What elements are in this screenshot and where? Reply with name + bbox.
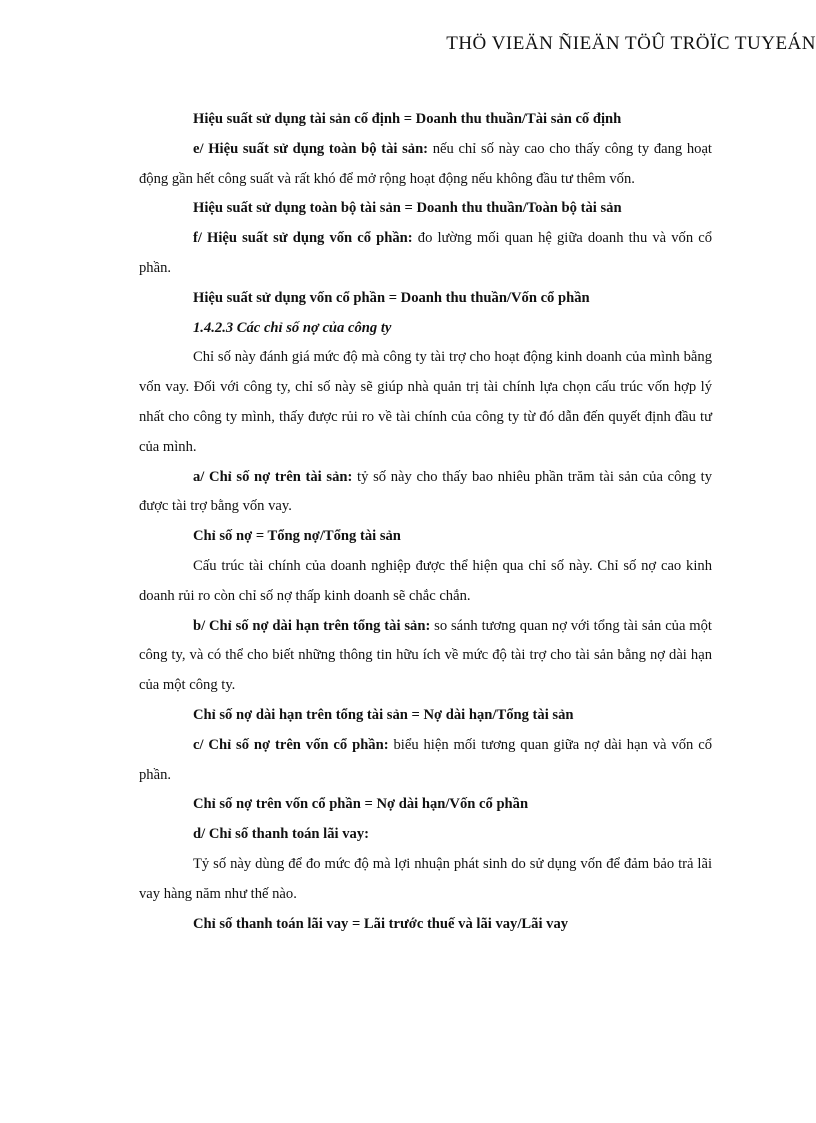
term-debt-to-assets: a/ Chỉ số nợ trên tài sản: — [193, 468, 353, 485]
definition-text: tỷ số này cho thấy bao nhiêu phần trăm tài sản của công ty được tài trợ bằng vốn vay. — [139, 468, 712, 515]
paragraph-interest-coverage: Tỷ số này dùng để đo mức độ mà lợi nhuận phát sinh do sử dụng vốn để đảm bảo trả lãi vay hàng năm như thế nào. — [139, 855, 712, 902]
formula-equity-turnover: Hiệu suất sử dụng vốn cổ phần = Doanh thu thuần/Vốn cổ phần — [193, 289, 590, 306]
paragraph-equity-turnover — [139, 224, 712, 284]
paragraph-debt-to-equity — [139, 731, 712, 791]
term-long-term-debt-to-assets: b/ Chỉ số nợ dài hạn trên tổng tài sản: — [193, 617, 431, 634]
formula-long-term-debt-to-assets: Chỉ số nợ dài hạn trên tổng tài sản = Nợ dài hạn/Tổng tài sản — [193, 706, 574, 723]
definition-text: nếu chỉ số này cao cho thấy công ty đang hoạt động gần hết công suất và rất khó để mở rộng hoạt động nếu không đầu tư thêm vốn. — [139, 140, 712, 187]
formula-debt-to-equity: Chỉ số nợ trên vốn cổ phần = Nợ dài hạn/Vốn cổ phần — [193, 796, 529, 813]
section-heading: 1.4.2.3 Các chỉ số nợ của công ty — [193, 319, 392, 336]
page-header: THÖ VIEÄN ÑIEÄN TÖÛ TRÖÏC TUYEÁN — [446, 33, 816, 54]
paragraph-debt-to-assets — [139, 463, 712, 523]
definition-text: đo lường mối quan hệ giữa doanh thu và vốn cổ phần. — [139, 230, 713, 276]
document-body — [139, 105, 712, 939]
formula-total-asset-turnover: Hiệu suất sử dụng toàn bộ tài sản = Doanh thu thuần/Toàn bộ tài sản — [193, 200, 622, 217]
definition-text: biểu hiện mối tương quan giữa nợ dài hạn và vốn cổ phần. — [139, 736, 712, 783]
formula-fixed-asset-turnover: Hiệu suất sử dụng tài sản cố định = Doanh thu thuần/Tài sản cố định — [193, 111, 622, 127]
term-total-asset-turnover: e/ Hiệu suất sử dụng toàn bộ tài sản: — [193, 140, 429, 157]
paragraph-total-asset-turnover — [139, 135, 712, 195]
definition-text: so sánh tương quan nợ với tổng tài sản của một công ty, và có thể cho biết những thông tin hữu ích về mức độ tài trợ cho tài sản bằng nợ dài hạn của một công ty. — [139, 617, 712, 694]
paragraph-financial-structure: Cấu trúc tài chính của doanh nghiệp được thể hiện qua chỉ số này. Chỉ số nợ cao kinh doanh rủi ro còn chỉ số nợ thấp kinh doanh sẽ chắc chắn. — [139, 557, 712, 604]
paragraph-debt-ratios-intro: Chỉ số này đánh giá mức độ mà công ty tài trợ cho hoạt động kinh doanh của mình bằng vốn vay. Đối với công ty, chỉ số này sẽ giúp nhà quản trị tài chính lựa chọn cấu trúc vốn hợp lý nhất cho công ty mình, thấy được rủi ro về tài chính của công ty từ đó dẫn đến quyết định đầu tư của mình. — [139, 349, 712, 455]
formula-interest-coverage: Chỉ số thanh toán lãi vay = Lãi trước thuế và lãi vay/Lãi vay — [193, 915, 569, 932]
term-debt-to-equity: c/ Chỉ số nợ trên vốn cổ phần: — [193, 736, 389, 753]
term-interest-coverage: d/ Chỉ số thanh toán lãi vay: — [193, 826, 369, 843]
formula-debt-ratio: Chỉ số nợ = Tổng nợ/Tổng tài sản — [193, 528, 401, 545]
paragraph-long-term-debt-to-assets — [139, 612, 712, 701]
term-equity-turnover: f/ Hiệu suất sử dụng vốn cổ phần: — [193, 230, 413, 247]
